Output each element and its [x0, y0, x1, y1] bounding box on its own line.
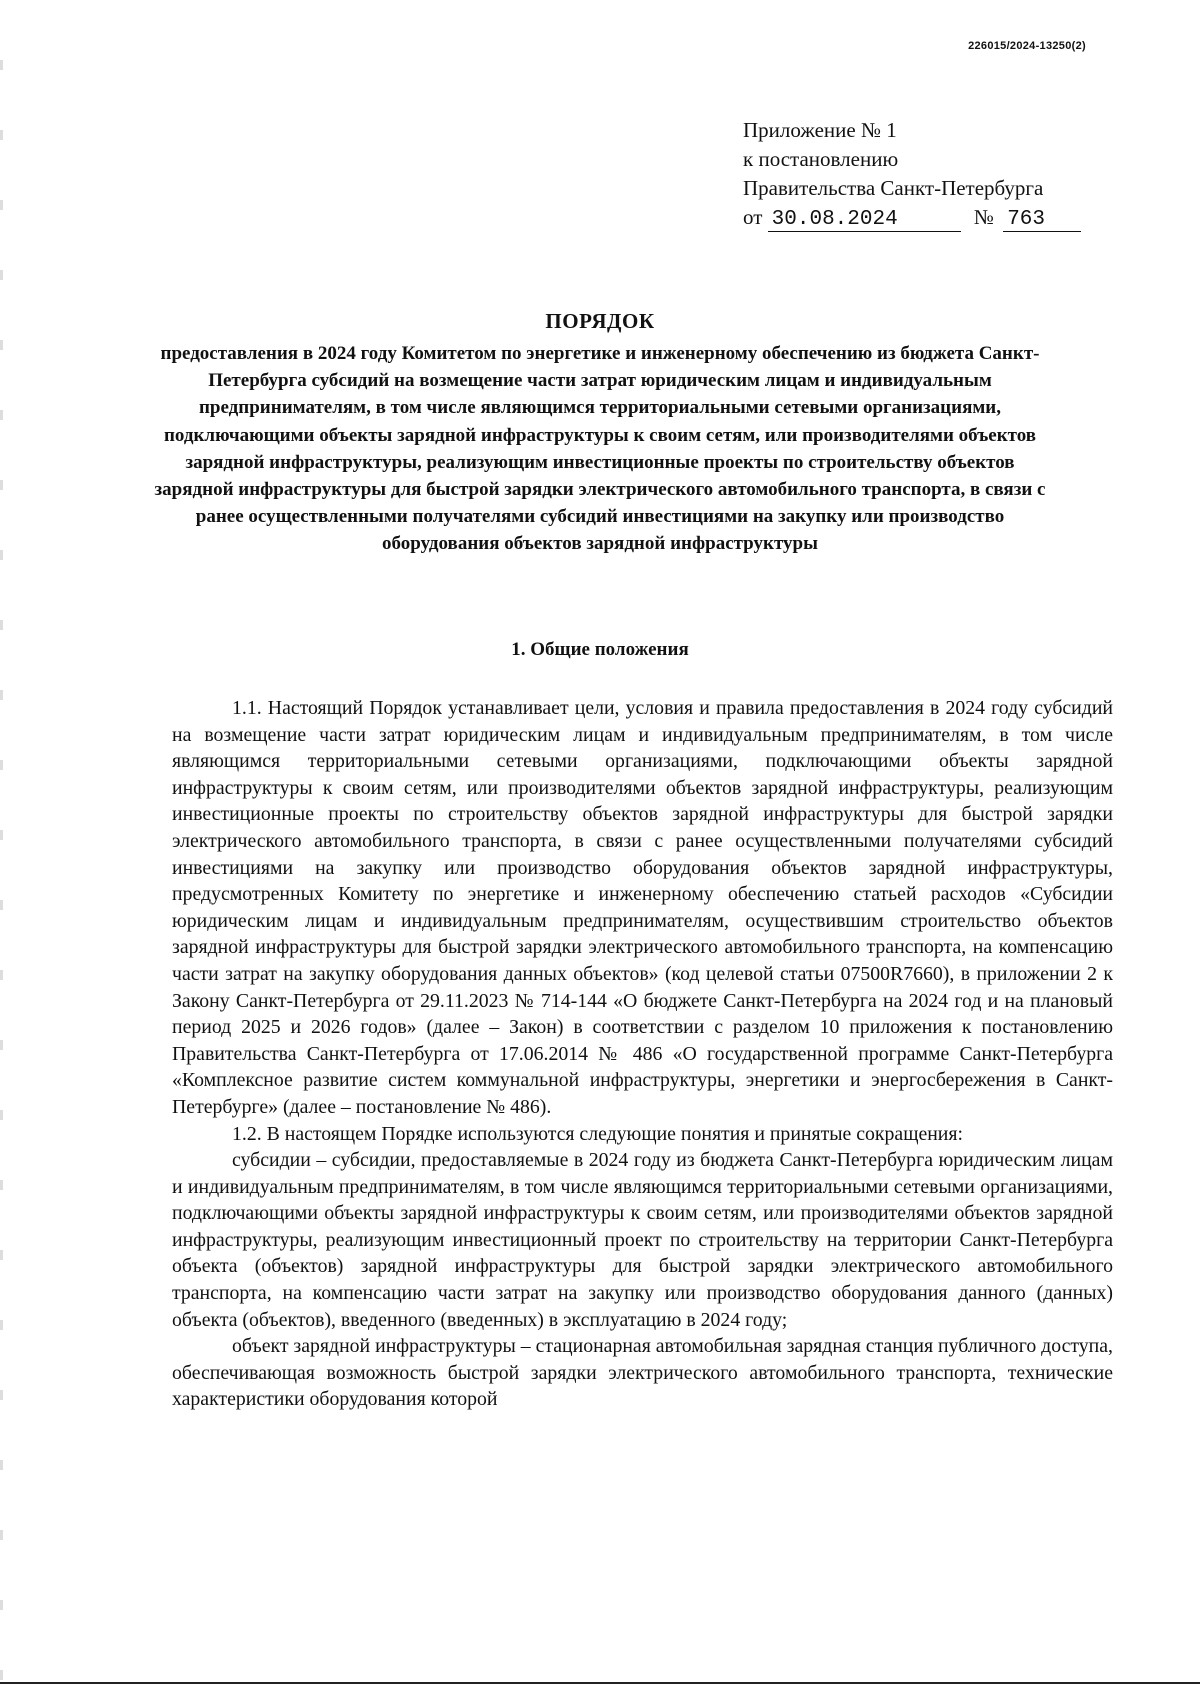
definition-subsidies: субсидии – субсидии, предоставляемые в 2024 году из бюджета Санкт-Петербурга юридическим лицам и индивидуальным предпринимателям, в том числе являющимся территориальными сетевыми организациями, подключающими объекты зарядной инфраструктуры к своим сетям, или производителями объектов зарядной инфраструктуры, реализующим инвестиционный проект по строительству на территории Санкт-Петербурга объекта (объектов) зарядной инфраструктуры для быстрой зарядки электрического автомобильного транспорта, на компенсацию части затрат на закупку или производство оборудования данного (данных) объекта (объектов), введенного (введенных) в эксплуатацию в 2024 году;: [172, 1149, 1113, 1331]
section-heading: 1. Общие положения: [511, 639, 689, 660]
resolution-number: 763: [1003, 209, 1081, 232]
document-title-block: [150, 306, 1050, 558]
appendix-header: [743, 116, 1081, 232]
document-subtitle: предоставления в 2024 году Комитетом по энергетике и инженерному обеспечению из бюджета Санкт-Петербурга субсидий на возмещение части затрат юридическим лицам и индивидуальным предпринимателям, в том числе являющимся территориальными сетевыми организациями, подключающими объекты зарядной инфраструктуры к своим сетям, или производителями объектов зарядной инфраструктуры, реализующим инвестиционные проекты по строительству объектов зарядной инфраструктуры для быстрой зарядки электрического автомобильного транспорта, в связи с ранее осуществленными получателями субсидий инвестициями на закупку или производство оборудования объектов зарядной инфраструктуры: [154, 343, 1046, 555]
scan-edge-left: [0, 0, 3, 1684]
appendix-line-2: к постановлению: [743, 147, 899, 171]
paragraph-1-1: 1.1. Настоящий Порядок устанавливает цели, условия и правила предоставления в 2024 году субсидий на возмещение части затрат юридическим лицам и индивидуальным предпринимателям, в том числе являющимся территориальными сетевыми организациями, подключающими объекты зарядной инфраструктуры к своим сетям, или производителями объектов зарядной инфраструктуры, реализующим инвестиционные проекты по строительству объектов зарядной инфраструктуры для быстрой зарядки электрического автомобильного транспорта, в связи с ранее осуществленными получателями субсидий инвестициями на закупку или производство оборудования объектов зарядной инфраструктуры, предусмотренных Комитету по энергетике и инженерному обеспечению статьей расходов «Субсидии юридическим лицам и индивидуальным предпринимателям, осуществившим строительство объектов зарядной инфраструктуры для быстрой зарядки электрического автомобильного транспорта, на компенсацию части затрат на закупку оборудования данных объектов» (код целевой статьи 07500R7660), в приложении 2 к Закону Санкт-Петербурга от 29.11.2023 № 714-144 «О бюджете Санкт-Петербурга на 2024 год и на плановый период 2025 и 2026 годов» (далее – Закон) в соответствии с разделом 10 приложения к постановлению Правительства Санкт-Петербурга от 17.06.2014 № 486 «О государственной программе Санкт-Петербурга «Комплексное развитие систем коммунальной инфраструктуры, энергетики и энергосбережения в Санкт-Петербурге» (далее – постановление № 486).: [172, 697, 1114, 1118]
paragraph-1-2: 1.2. В настоящем Порядке используются следующие понятия и принятые сокращения:: [232, 1122, 963, 1145]
document-body: [172, 695, 1113, 1413]
date-prefix: от: [743, 205, 763, 229]
appendix-date-row: [743, 203, 1081, 232]
appendix-line-1: Приложение № 1: [743, 118, 897, 142]
number-sign: №: [973, 205, 994, 229]
definition-charging-object: объект зарядной инфраструктуры – стационарная автомобильная зарядная станция публичного доступа, обеспечивающая возможность быстрой зарядки электрического автомобильного транспорта, технические характеристики оборудования которой: [172, 1335, 1113, 1411]
resolution-date: 30.08.2024: [768, 209, 961, 232]
document-title: ПОРЯДОК: [545, 309, 655, 333]
appendix-line-3: Правительства Санкт-Петербурга: [743, 176, 1044, 200]
document-registration-number: 226015/2024-13250(2): [968, 40, 1086, 52]
